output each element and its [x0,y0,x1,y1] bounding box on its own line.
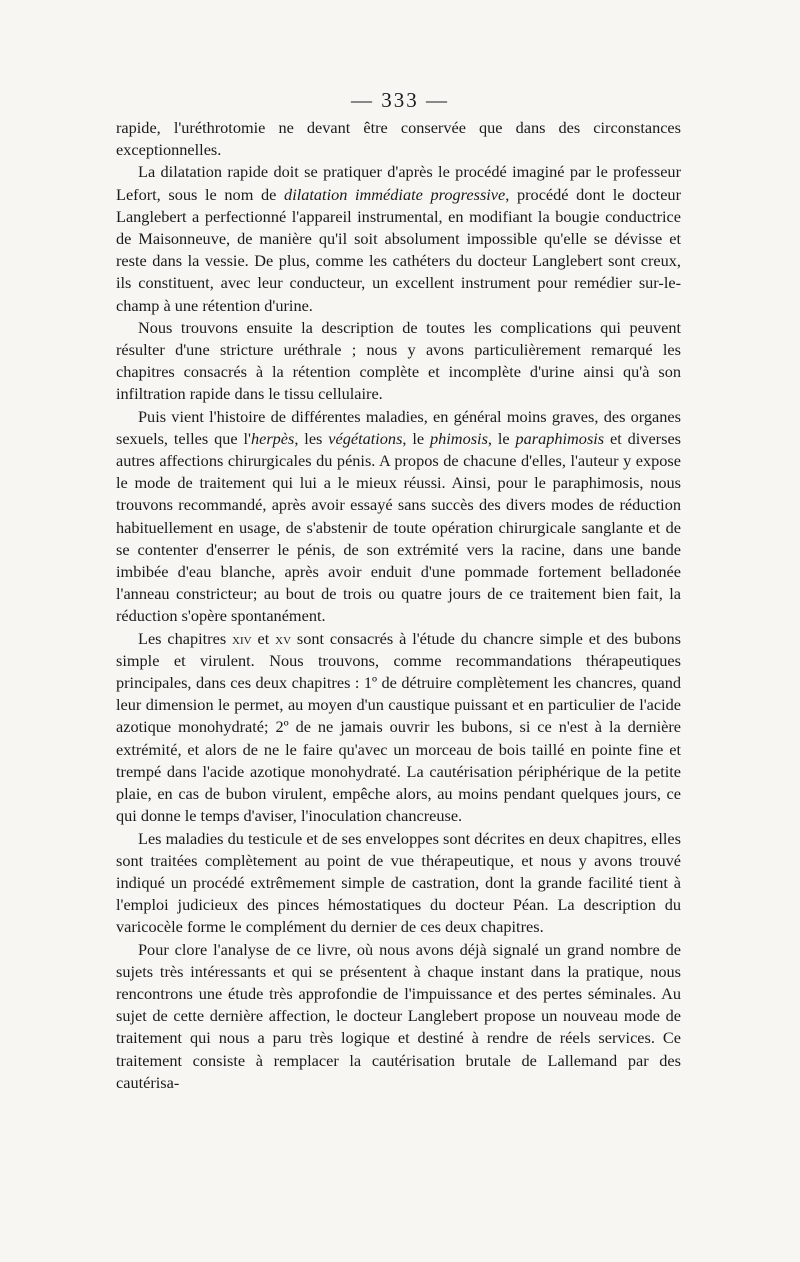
text-run: Pour clore l'analyse de ce livre, où nous avons déjà signalé un grand nombre de sujets très intéressants et qui se présentent à chaque instant dans la pratique, nous rencontrons une étude très approfondie de l'impuissance et des pertes séminales. Au sujet de cette dernière affection, le docteur Langlebert propose un nouveau mode de traitement qui nous a paru très logique et destiné à rendre de réels services. Ce traitement consiste à remplacer la cautérisation brutale de Lallemand par des cautérisa- [116,939,681,1092]
text-run: , le [402,428,430,448]
text-run: , les [294,428,329,448]
text-run: , le [487,428,516,448]
text-run: rapide, l'uréthrotomie ne devant être conservée que dans des circonstances exceptionnelles. [116,118,681,160]
paragraph [116,117,681,161]
text-run: et [251,628,276,648]
italic-term: herpès [250,428,295,448]
paragraph [116,406,681,628]
paragraph [116,161,681,316]
body-text [116,117,681,1094]
paragraph [116,317,681,406]
text-run: Nous trouvons ensuite la description de toutes les complications qui peuvent résulter d'une stricture uréthrale ; nous y avons particulièrement remarqué les chapitres consacrés à la rétention complète et incomplète d'urine ainsi qu'à son infiltration rapide dans le tissu cellulaire. [116,317,681,404]
chapter-numeral: xiv [232,628,252,648]
paragraph [116,828,681,939]
text-run: Les maladies du testicule et de ses enveloppes sont décrites en deux chapitres, elles sont traitées complètement au point de vue thérapeutique, et nous y avons trouvé indiqué un procédé extrêmement simple de castration, dont la grande facilité tient à l'emploi judicieux des pinces hémostatiques du docteur Péan. La description du varicocèle forme le complément du dernier de ces deux chapitres. [116,828,681,937]
chapter-numeral: xv [275,628,292,648]
italic-term: paraphimosis [515,428,605,448]
italic-term: dilatation immédiate progressive [284,184,506,204]
text-run: et diverses autres affections chirurgicales du pénis. A propos de chacune d'elles, l'auteur y expose le mode de traitement qui lui a le mieux réussi. Ainsi, pour le paraphimosis, nous trouvons recommandé, après avoir essayé sans succès des divers modes de réduction habituellement en usage, de s'abstenir de toute opération chirurgicale sanglante et de se contenter d'enserrer le pénis, de son extrémité vers la racine, dans une bande imbibée d'eau blanche, après avoir enduit d'une pommade fortement belladonée l'anneau constricteur; au bout de trois ou quatre jours de ce traitement bien fait, la réduction s'opère spontanément. [116,428,682,626]
paragraph [116,628,681,828]
page-number: — 333 — [351,88,449,112]
text-run: Puis vient l'histoire de différentes maladies, en général moins graves, des organes sexuels, telles que l' [116,406,681,448]
text-run: La dilatation rapide doit se pratiquer d'après le procédé imaginé par le professeur Lefort, sous le nom de [116,162,681,204]
paragraph [116,939,681,1094]
text-run: sont consacrés à l'étude du chancre simple et des bubons simple et virulent. Nous trouvons, comme recommandations thérapeutiques principales, dans ces deux chapitres : 1º de détruire complètement les chancres, quand leur dimension le permet, au moyen d'un caustique puissant et en particulier de l'acide azotique monohydraté; 2º de ne jamais ouvrir les bubons, si ce n'est à la dernière extrémité, et alors de ne le faire qu'avec un morceau de bois taillé en pointe fine et trempé dans l'acide azotique monohydraté. La cautérisation périphérique de la petite plaie, en cas de bubon virulent, empêche alors, au moins pendant quelques jours, ce qui donne le temps d'aviser, l'inoculation chancreuse. [116,628,681,826]
text-run: , procédé dont le docteur Langlebert a perfectionné l'appareil instrumental, en modifiant la bougie conductrice de Maisonneuve, de manière qu'il soit absolument impossible qu'elle se dévisse et reste dans la vessie. De plus, comme les cathéters du docteur Langlebert sont creux, ils constituent, avec leur conducteur, un excellent instrument pour remédier sur-le-champ à une rétention d'urine. [116,184,681,315]
italic-term: phimosis [430,428,488,448]
italic-term: végétations [328,428,403,448]
text-run: Les chapitres [138,628,233,648]
